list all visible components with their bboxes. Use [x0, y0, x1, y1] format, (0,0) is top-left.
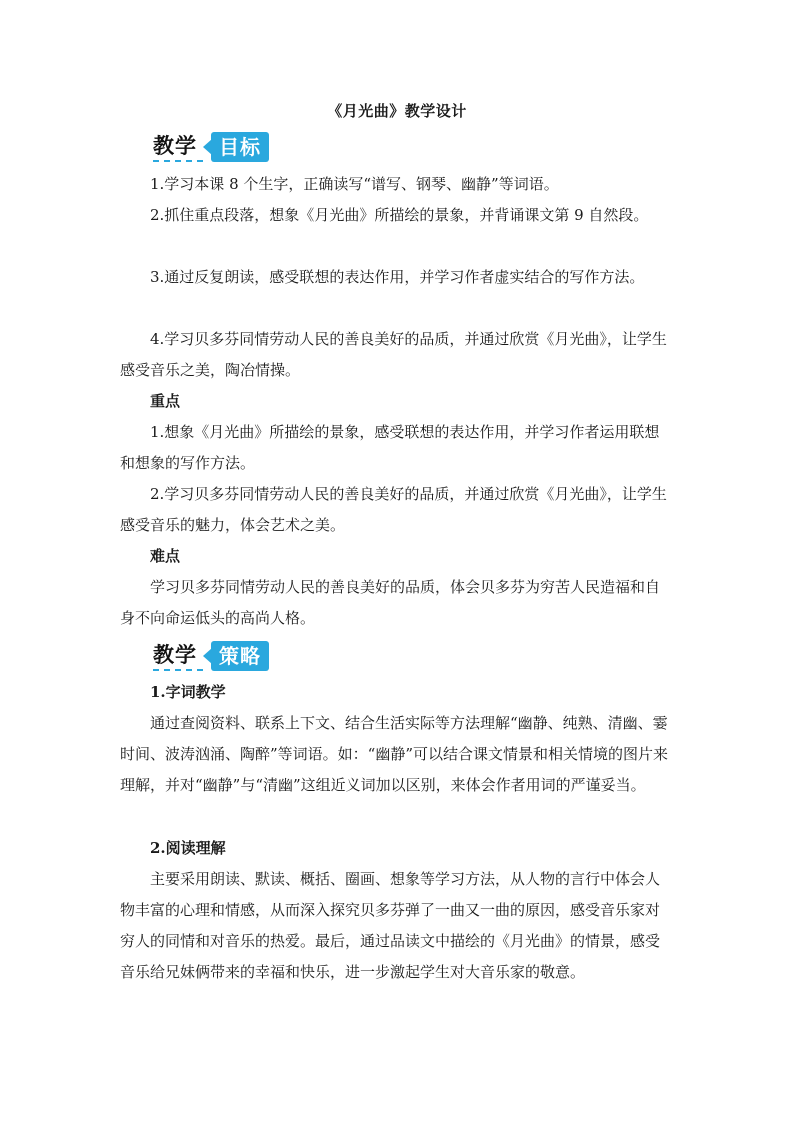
- difficulty-label: 难点: [150, 547, 181, 565]
- key-point-item: 2.学习贝多芬同情劳动人民的善良美好的品质，并通过欣赏《月光曲》，让学生感受音乐的魅力，体会艺术之美。: [120, 485, 667, 534]
- strategy-heading: 1.字词教学: [150, 683, 226, 701]
- goal-item: 4.学习贝多芬同情劳动人民的善良美好的品质，并通过欣赏《月光曲》，让学生感受音乐之美，陶冶情操。: [120, 330, 667, 379]
- key-points-label: 重点: [150, 392, 181, 410]
- section-header-tag: 目标: [211, 132, 269, 162]
- goal-item: 3.通过反复朗读，感受联想的表达作用，并学习作者虚实结合的写作方法。: [150, 268, 645, 286]
- section-header-label: 教学: [153, 132, 203, 162]
- section-header-goals: [153, 131, 269, 163]
- key-point-item: 1.想象《月光曲》所描绘的景象，感受联想的表达作用，并学习作者运用联想和想象的写作方法。: [120, 423, 660, 472]
- section-header-strategy: [153, 640, 269, 672]
- section-header-label: 教学: [153, 641, 203, 671]
- section-header-tag: 策略: [211, 641, 269, 671]
- strategy-text: 主要采用朗读、默读、概括、圈画、想象等学习方法，从人物的言行中体会人物丰富的心理和情感，从而深入探究贝多芬弹了一曲又一曲的原因，感受音乐家对穷人的同情和对音乐的热爱。最后，通过品读文中描绘的《月光曲》的情景，感受音乐给兄妹俩带来的幸福和快乐，进一步激起学生对大音乐家的敬意。: [120, 870, 661, 981]
- strategy-text: 通过查阅资料、联系上下文、结合生活实际等方法理解“幽静、纯熟、清幽、霎时间、波涛汹涌、陶醉”等词语。如：“幽静”可以结合课文情景和相关情境的图片来理解，并对“幽静”与“清幽”这组近义词加以区别，来体会作者用词的严谨妥当。: [120, 714, 669, 794]
- goal-item: 1.学习本课 8 个生字，正确读写“谱写、钢琴、幽静”等词语。: [150, 175, 559, 193]
- strategy-heading: 2.阅读理解: [150, 839, 226, 857]
- difficulty-text: 学习贝多芬同情劳动人民的善良美好的品质，体会贝多芬为穷苦人民造福和自身不向命运低头的高尚人格。: [120, 578, 661, 627]
- goal-item: 2.抓住重点段落，想象《月光曲》所描绘的景象，并背诵课文第 9 自然段。: [150, 206, 649, 224]
- page-title: 《月光曲》教学设计: [327, 102, 467, 120]
